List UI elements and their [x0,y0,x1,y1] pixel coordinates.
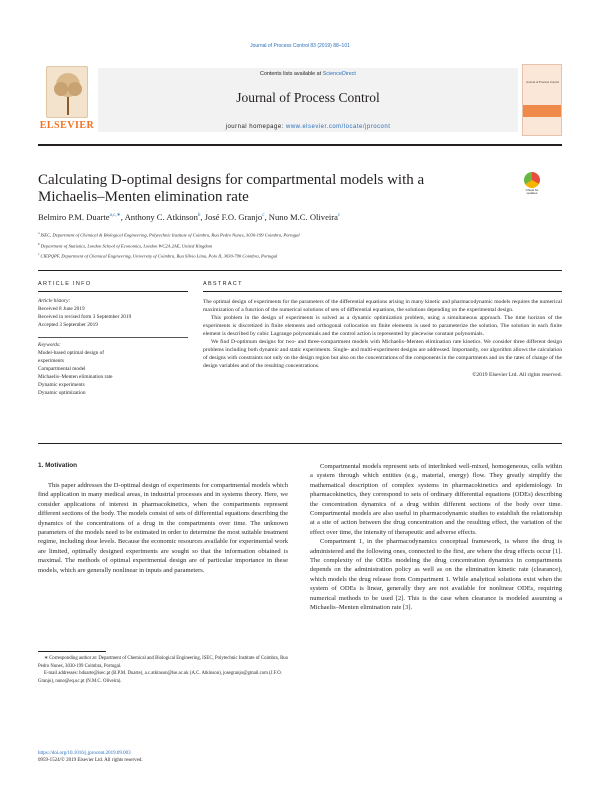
homepage-line [98,124,518,130]
doi-link[interactable]: https://doi.org/10.1016/j.jprocont.2019.09.003 [38,751,131,756]
divider [38,337,188,338]
affiliation-marker: b [38,241,41,246]
elsevier-logo[interactable] [38,64,96,136]
body-paragraph: Compartment 1, in the pharmacodynamics conceptual framework, is where the drug is administered and the following ones, connected to the first, are where the drug effects occur [1]. The complexity of the ODEs modeling the drug concentration dynamics in compartments depends on the administration policy as well as on the elimination kinetic rate (clearance), which models the drug release from Compartment 1. While analytical solutions exist when the system of ODEs is linear, generally they are not available for nonlinear ODEs, requiring numerical methods to be used [2]. This is the case when clearance is modeled assuming a Michaelis–Menten elimination rate [3]. [310,538,562,612]
affiliation-item [38,240,518,251]
footnote: E-mail addresses: bduarte@isec.pt (B.P.M. Duarte), a.c.atkinson@lse.ac.uk (A.C. Atkinson), josegranjo@gmail.com (J.F.O. Granjo), nuno@eq.uc.pt (N.M.C. Oliveira). [38,671,282,684]
journal-info-box [98,68,518,132]
crossmark-icon [524,172,540,188]
sciencedirect-link[interactable]: ScienceDirect [322,71,356,77]
author-name[interactable]: Anthony C. Atkinson [124,212,198,222]
affiliation-text: ISEC, Department of Chemical & Biological Engineering, Polytechnic Institute of Coimbra, Rua Pedro Nunes, 3030-199 Coimbra, Portugal [40,232,300,238]
author-name[interactable]: Nuno M.C. Oliveira [268,212,338,222]
abstract-paragraph: We find D-optimum designs for two- and three-compartment models with Michaelis–Menten elimination rate kinetics. We consider three different design problems including both dynamic and static experiments. Single- and multi-experiment designs are addressed. Importantly, our algorithm allows the calculation of designs with constraints not only on the design region but also on the concentrations of the components in the compartments and on the rates of change of the design variables and of the resulting concentrations. [203,339,562,369]
keyword-item: Compartmental model [38,366,86,372]
contents-line [98,71,518,77]
history-line: Received 8 June 2019 [38,306,85,312]
journal-cover-thumbnail[interactable] [522,64,562,136]
author-name[interactable]: José F.O. Granjo [204,212,263,222]
author-affiliation-marker[interactable]: a,c,∗ [109,213,121,219]
body-paragraph: This paper addresses the D-optimal design of experiments for compartmental models which find application in many medical areas, in industrial processes and in systems theory. Here, we consider applications of interest in pharmacokinetics, when the compartments represent different sections of the body. The models consist of sets of differential equations describing the dynamics of the concentrations of a drug in the compartments over time. The unknown parameters of the models need to be estimated in order to determine the most suitable treatment regime, including dose levels. Because the economic resources available for experimental work are limited, optimally designed experiments are sought so that the information obtained is maximal. The methods of optimal experimental design are of particular importance in these models, which are generally nonlinear in inputs and parameters. [38,482,288,574]
section-heading: 1. Motivation [38,462,78,469]
keywords-label: Keywords: [38,342,61,348]
homepage-link[interactable]: www.elsevier.com/locate/jprocont [286,124,391,130]
abstract-paragraph: The optimal design of experiments for the parameters of the differential equations arising in many kinetic and pharmacodynamic models requires the numerical maximization of a function of the numerical solutions of sets of differential equations, the solutions depending on the experimental design. [203,299,562,313]
affiliation-list [38,229,518,261]
cover-band [523,105,561,117]
footnotes [38,655,288,685]
history-label: Article history: [38,298,71,304]
journal-masthead [38,64,562,142]
cover-title: Journal of Process Control [526,80,559,84]
publisher-name: ELSEVIER [39,120,95,131]
author-affiliation-marker[interactable]: c [262,213,265,219]
divider [203,291,562,292]
author-affiliation-marker[interactable]: c [338,213,341,219]
running-head[interactable]: Journal of Process Control 83 (2019) 88–101 [250,43,350,49]
article-history [38,297,188,329]
author-name[interactable]: Belmiro P.M. Duarte [38,212,110,222]
crossmark-badge[interactable] [521,172,543,200]
footnote: ∗ Corresponding author at: Department of Chemical and Biological Engineering, ISEC, Polytechnic Institute of Coimbra, Rua Pedro Nunes, 3030-199 Coimbra, Portugal. [38,656,288,669]
divider [38,144,562,146]
journal-title: Journal of Process Control [236,90,380,105]
keyword-item: Model-based optimal design of [38,350,105,356]
affiliation-item [38,250,518,261]
footnote-divider [38,651,106,652]
affiliation-text: CIEPQPF, Department of Chemical Engineering, University of Coimbra, Rua Sílvio Lima, Polo II, 3030-790 Coimbra, Portugal [40,253,278,259]
article-title: Calculating D-optimal designs for compartmental models with a Michaelis–Menten elimination rate [38,172,425,205]
keyword-item: Dynamic optimization [38,390,86,396]
abstract-heading: ABSTRACT [203,281,243,287]
affiliation-text: Department of Statistics, London School of Economics, London WC2A 2AE, United Kingdom [40,243,213,249]
author-affiliation-marker[interactable]: b [197,213,201,219]
keyword-item: experiments [38,358,64,364]
affiliation-marker: a [38,231,41,235]
elsevier-tree-icon [46,66,88,118]
body-column-right [310,462,562,613]
keywords [38,341,188,397]
divider [38,443,562,444]
body-paragraph: Compartmental models represent sets of interlinked well-mixed, homogeneous, cells within a system through which entities (e.g., material, energy) flow. They greatly simplify the mathematical description of complex systems in pharmacokinetics and epidemiology. In pharmacokinetics, they correspond to sets of ordinary differential equations (ODEs) describing the concentration dynamics of a drug within different sections of the body over time. Compartmental models are also useful in pharmacodynamic studies to establish the relationship at a site of action between the drug concentration and the resulting effect, the variation of the effect over time, the intensity of therapeutic and adverse effects. [310,463,562,536]
affiliation-item [38,229,518,240]
history-line: Received in revised form 3 September 2019 [38,314,132,320]
homepage-prefix: journal homepage: [225,124,286,130]
contents-prefix: Contents lists available at [260,71,323,77]
divider [38,291,188,292]
copyright-notice: ©2019 Elsevier Ltd. All rights reserved. [472,372,562,378]
affiliation-marker: c [38,252,41,257]
divider [38,270,562,271]
keyword-item: Dynamic experiments [38,382,85,388]
body-column-left [38,481,288,575]
history-line: Accepted 3 September 2019 [38,322,98,328]
abstract-body [203,298,562,379]
article-info-heading: ARTICLE INFO [38,281,92,287]
issn-line: 0959-1524/© 2019 Elsevier Ltd. All rights reserved. [38,758,143,763]
keyword-item: Michaelis–Menten elimination rate [38,374,113,380]
author-list: Belmiro P.M. Duarte$^{a,c,∗}$, Anthony C. Atkinson$^b$, José F.O. Granjo$^c$, Nuno M.C. Oliveira$^c$ [38,212,341,222]
crossmark-label: Check for updates [525,188,539,196]
abstract-paragraph: This problem in the design of experiments is solved as a dynamic optimization problem, using a simultaneous approach. The time horizon of the experiments is discretized in finite elements and orthogonal collocation on finite elements is used to parameterize the solution. The solution in each finite element is described by cubic Lagrange polynomials and the control action is represented by piecewise constant polynomials. [203,315,562,337]
